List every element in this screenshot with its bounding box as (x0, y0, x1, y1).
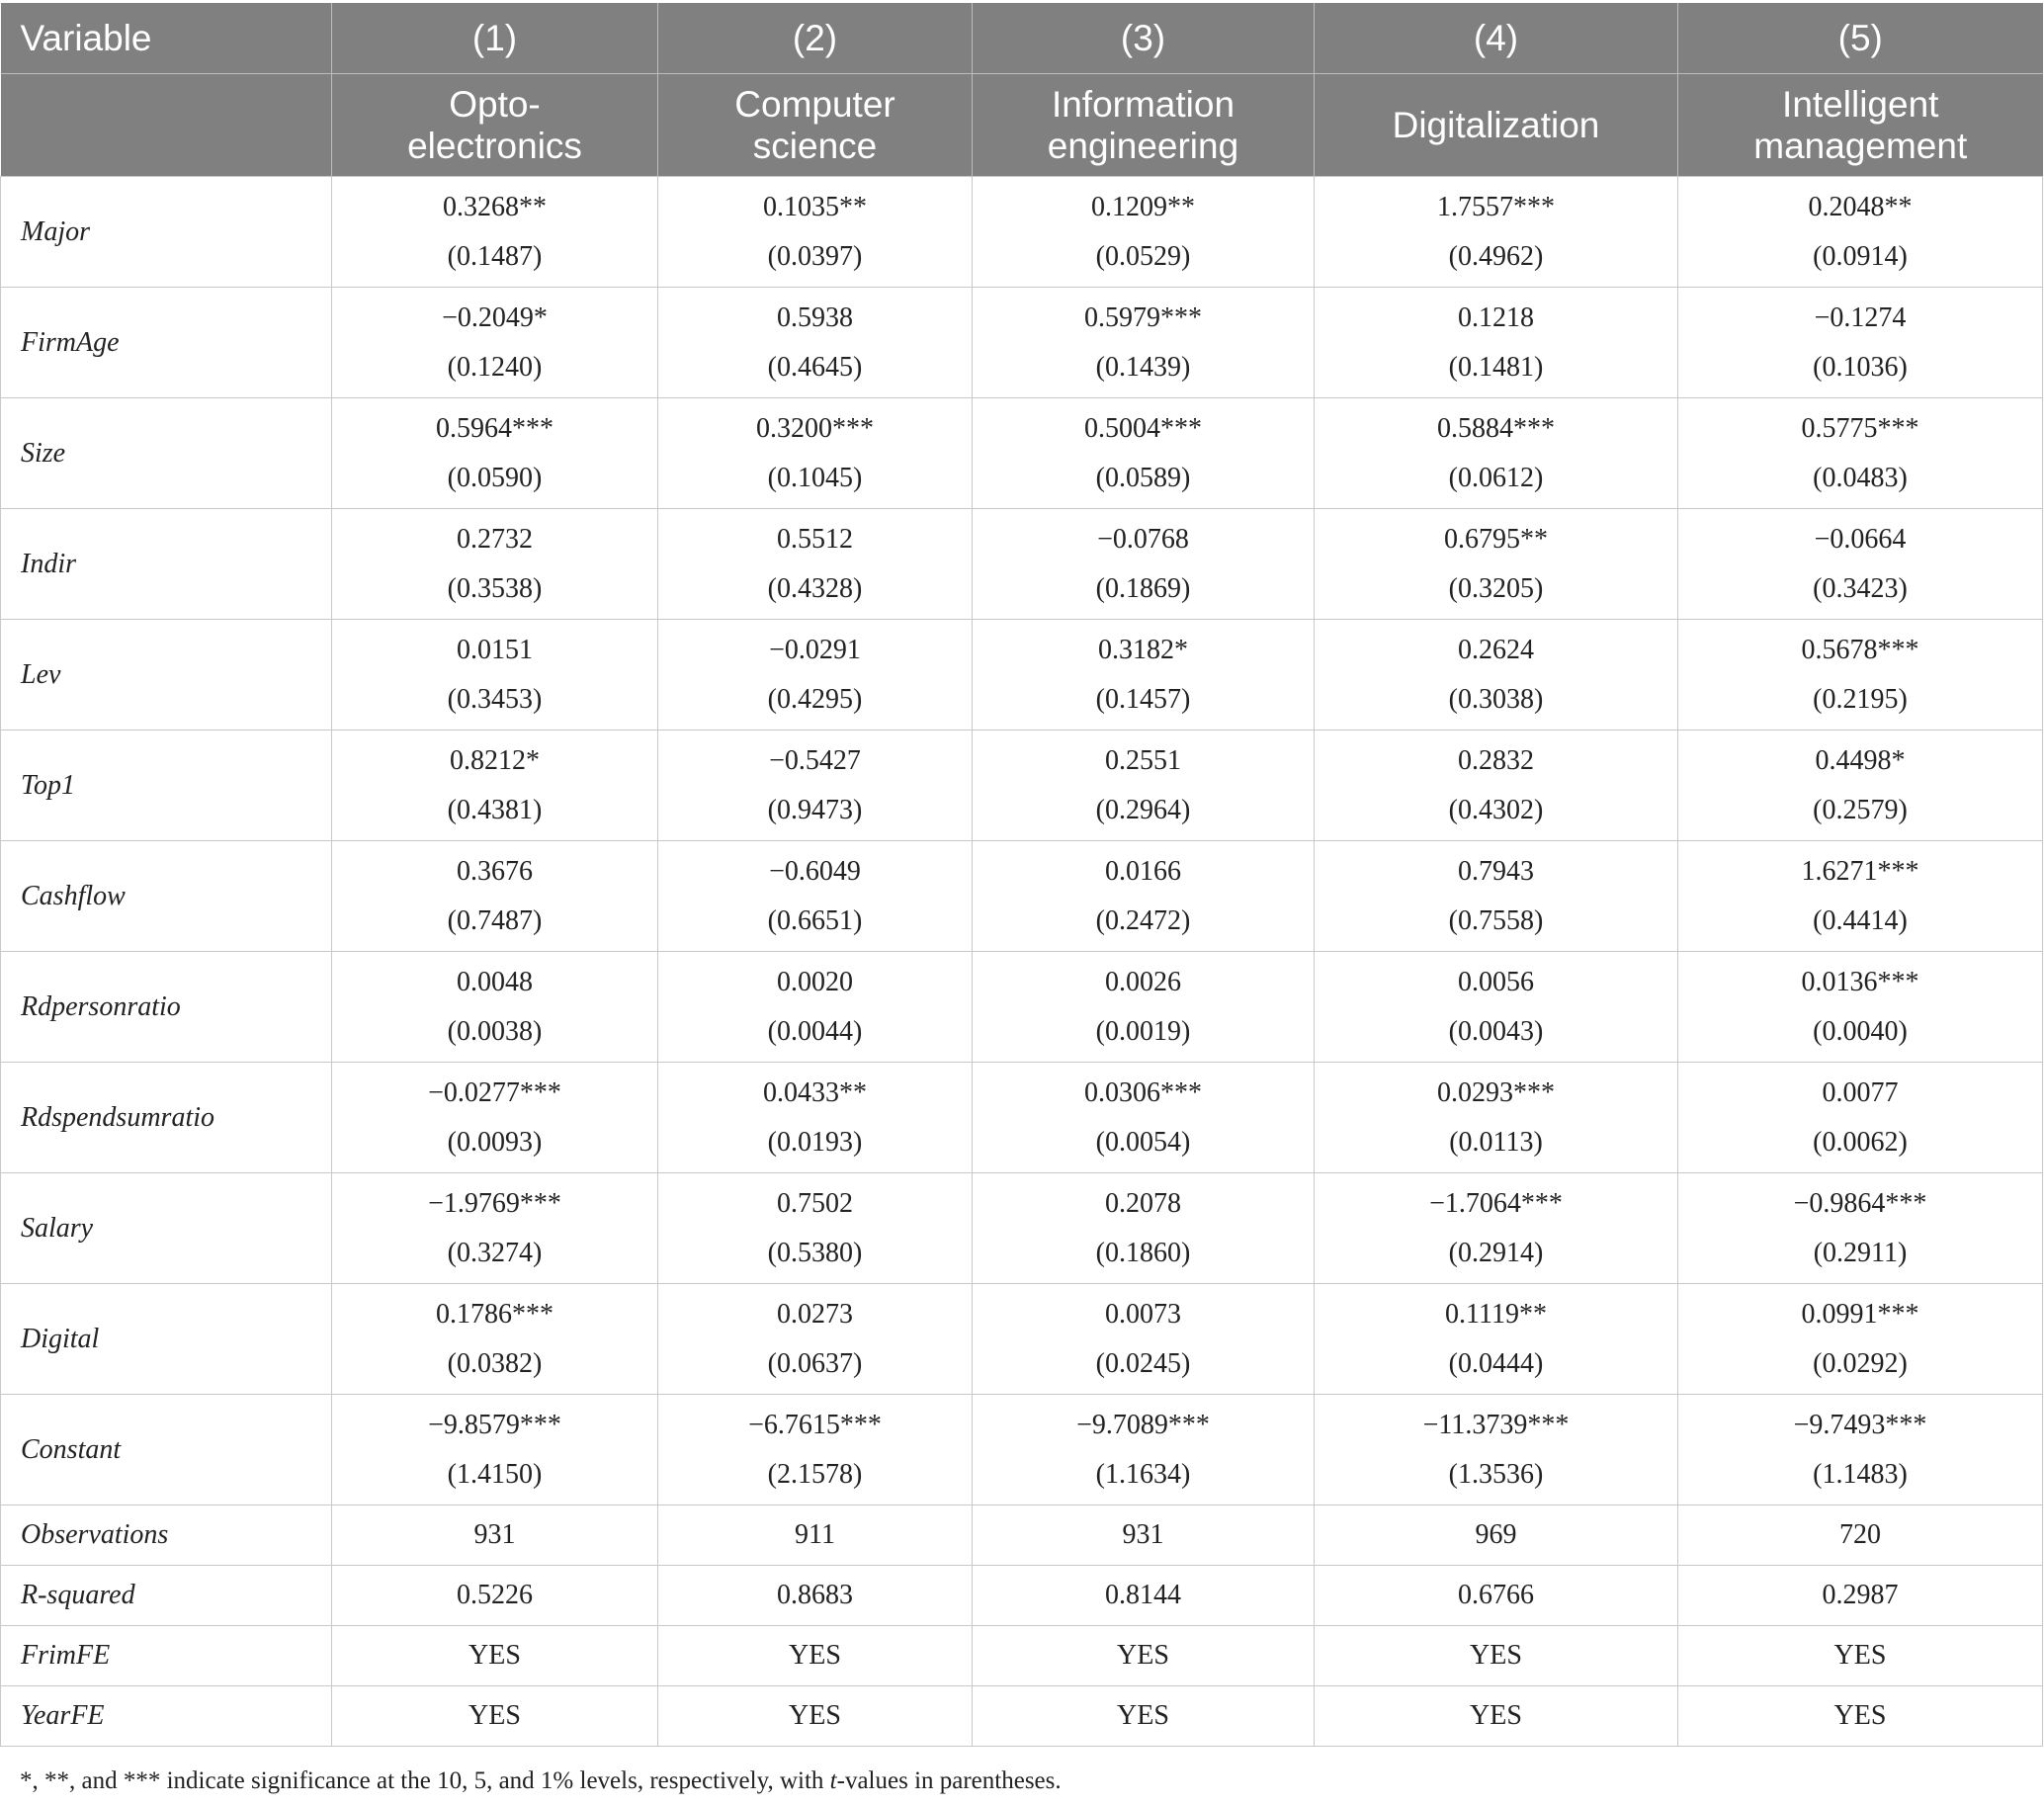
standard-error: (0.1240) (447, 351, 543, 383)
coefficient: 0.1209** (1091, 191, 1195, 222)
estimate-cell (1678, 398, 2043, 509)
estimate-cell (332, 1063, 658, 1173)
row-label: Major (1, 177, 332, 288)
stat-row (1, 1626, 2043, 1686)
standard-error: (0.0483) (1813, 462, 1908, 493)
standard-error: (0.0590) (447, 462, 543, 493)
standard-error: (0.0193) (767, 1126, 863, 1158)
standard-error: (1.1483) (1813, 1458, 1908, 1490)
coefficient: 0.0166 (1105, 855, 1181, 887)
estimate-cell (1678, 177, 2043, 288)
coefficient: 0.8212* (450, 744, 540, 776)
stat-cell: 0.8683 (658, 1566, 973, 1626)
standard-error: (0.4962) (1448, 240, 1544, 272)
coefficient: 0.1035** (763, 191, 867, 222)
standard-error: (0.2911) (1813, 1237, 1908, 1268)
column-number: (3) (973, 3, 1315, 74)
estimate-cell (332, 952, 658, 1063)
coefficient: −9.7493*** (1793, 1409, 1927, 1440)
row-label: Constant (1, 1395, 332, 1505)
table-row (1, 1284, 2043, 1395)
column-name: Computer science (658, 74, 973, 177)
standard-error: (0.0914) (1813, 240, 1908, 272)
standard-error: (0.0637) (767, 1347, 863, 1379)
table-row (1, 509, 2043, 620)
estimate-cell (332, 1395, 658, 1505)
coefficient: 0.5775*** (1801, 412, 1919, 444)
coefficient: 0.1218 (1458, 301, 1534, 333)
estimate-cell (1678, 288, 2043, 398)
coefficient: 0.0306*** (1084, 1076, 1202, 1108)
coefficient: 0.5512 (777, 523, 853, 555)
estimate-cell (1678, 509, 2043, 620)
standard-error: (0.4645) (767, 351, 863, 383)
standard-error: (0.2914) (1448, 1237, 1544, 1268)
standard-error: (0.3038) (1448, 683, 1544, 715)
footnote-italic: t (829, 1767, 837, 1794)
coefficient: −0.0664 (1814, 523, 1907, 555)
estimate-cell (1678, 1173, 2043, 1284)
estimate-cell (658, 177, 973, 288)
estimate-cell (1315, 1063, 1678, 1173)
stat-cell: 911 (658, 1505, 973, 1566)
row-label: Top1 (1, 731, 332, 841)
coefficient: −1.7064*** (1429, 1187, 1563, 1219)
estimate-cell (658, 509, 973, 620)
standard-error: (0.2195) (1813, 683, 1908, 715)
estimate-cell (332, 731, 658, 841)
coefficient: 1.7557*** (1437, 191, 1555, 222)
standard-error: (0.0444) (1448, 1347, 1544, 1379)
standard-error: (0.4302) (1448, 794, 1544, 825)
coefficient: 0.0056 (1458, 966, 1534, 997)
estimate-cell (1315, 841, 1678, 952)
stat-cell: YES (658, 1686, 973, 1747)
estimate-cell (973, 620, 1315, 731)
coefficient: −1.9769*** (428, 1187, 561, 1219)
row-label: FirmAge (1, 288, 332, 398)
coefficient: 0.3200*** (756, 412, 874, 444)
standard-error: (0.2964) (1095, 794, 1191, 825)
estimate-cell (973, 398, 1315, 509)
standard-error: (0.0093) (447, 1126, 543, 1158)
coefficient: −0.2049* (442, 301, 548, 333)
stat-cell: YES (332, 1686, 658, 1747)
coefficient: −0.9864*** (1793, 1187, 1927, 1219)
coefficient: −0.1274 (1814, 301, 1907, 333)
column-name: Digitalization (1315, 74, 1678, 177)
column-name: Intelligent management (1678, 74, 2043, 177)
stat-cell: YES (1678, 1626, 2043, 1686)
table-row (1, 177, 2043, 288)
coefficient: 0.2048** (1808, 191, 1913, 222)
regression-table (0, 3, 2043, 1747)
coefficient: 0.2832 (1458, 744, 1534, 776)
stat-cell: 720 (1678, 1505, 2043, 1566)
standard-error: (0.1036) (1813, 351, 1908, 383)
row-label: FrimFE (1, 1626, 332, 1686)
coefficient: 0.0293*** (1437, 1076, 1555, 1108)
row-label: Rdpersonratio (1, 952, 332, 1063)
coefficient: 0.1119** (1445, 1298, 1547, 1330)
estimate-cell (1315, 620, 1678, 731)
standard-error: (1.1634) (1095, 1458, 1191, 1490)
standard-error: (0.7487) (447, 904, 543, 936)
standard-error: (1.4150) (447, 1458, 543, 1490)
standard-error: (0.7558) (1448, 904, 1544, 936)
coefficient: −0.0768 (1097, 523, 1189, 555)
stat-row (1, 1686, 2043, 1747)
coefficient: 0.0073 (1105, 1298, 1181, 1330)
table-body (1, 177, 2043, 1747)
estimate-cell (332, 398, 658, 509)
coefficient: −11.3739*** (1422, 1409, 1570, 1440)
coefficient: 0.7943 (1458, 855, 1534, 887)
row-label: Observations (1, 1505, 332, 1566)
standard-error: (0.4295) (767, 683, 863, 715)
estimate-cell (1315, 177, 1678, 288)
table-header (1, 3, 2043, 177)
coefficient: 0.0273 (777, 1298, 853, 1330)
coefficient: 0.2551 (1105, 744, 1181, 776)
estimate-cell (332, 288, 658, 398)
estimate-cell (332, 509, 658, 620)
standard-error: (0.1457) (1095, 683, 1191, 715)
standard-error: (0.2579) (1813, 794, 1908, 825)
estimate-cell (332, 177, 658, 288)
coefficient: −6.7615*** (748, 1409, 882, 1440)
standard-error: (0.0113) (1449, 1126, 1543, 1158)
stat-cell: YES (1678, 1686, 2043, 1747)
estimate-cell (1678, 620, 2043, 731)
estimate-cell (658, 952, 973, 1063)
standard-error: (0.1439) (1095, 351, 1191, 383)
standard-error: (0.1045) (767, 462, 863, 493)
estimate-cell (1678, 1395, 2043, 1505)
estimate-cell (1315, 1284, 1678, 1395)
estimate-cell (332, 1173, 658, 1284)
column-name: Opto- electronics (332, 74, 658, 177)
standard-error: (0.0245) (1095, 1347, 1191, 1379)
stat-cell: 0.5226 (332, 1566, 658, 1626)
coefficient: 1.6271*** (1801, 855, 1919, 887)
estimate-cell (973, 177, 1315, 288)
estimate-cell (1315, 952, 1678, 1063)
coefficient: −9.8579*** (428, 1409, 561, 1440)
estimate-cell (658, 1063, 973, 1173)
stat-row (1, 1566, 2043, 1626)
standard-error: (0.3538) (447, 572, 543, 604)
column-name: Information engineering (973, 74, 1315, 177)
estimate-cell (1678, 952, 2043, 1063)
stat-cell: YES (973, 1626, 1315, 1686)
standard-error: (0.0529) (1095, 240, 1191, 272)
standard-error: (0.6651) (767, 904, 863, 936)
coefficient: 0.5678*** (1801, 634, 1919, 665)
standard-error: (0.0019) (1095, 1015, 1191, 1047)
estimate-cell (1315, 288, 1678, 398)
estimate-cell (332, 620, 658, 731)
table-row (1, 1173, 2043, 1284)
stat-cell: YES (658, 1626, 973, 1686)
estimate-cell (658, 731, 973, 841)
coefficient: −0.6049 (769, 855, 861, 887)
coefficient: 0.4498* (1815, 744, 1906, 776)
standard-error: (2.1578) (767, 1458, 863, 1490)
estimate-cell (1678, 1284, 2043, 1395)
estimate-cell (1315, 398, 1678, 509)
row-label: Lev (1, 620, 332, 731)
standard-error: (0.0589) (1095, 462, 1191, 493)
header-row-names (1, 74, 2043, 177)
estimate-cell (973, 1063, 1315, 1173)
standard-error: (0.0040) (1813, 1015, 1908, 1047)
coefficient: 0.0151 (457, 634, 533, 665)
row-label: YearFE (1, 1686, 332, 1747)
standard-error: (0.0397) (767, 240, 863, 272)
estimate-cell (658, 398, 973, 509)
header-blank-cell (1, 74, 332, 177)
table-row (1, 398, 2043, 509)
standard-error: (0.3453) (447, 683, 543, 715)
standard-error: (0.4328) (767, 572, 863, 604)
standard-error: (0.0043) (1448, 1015, 1544, 1047)
standard-error: (0.0044) (767, 1015, 863, 1047)
standard-error: (0.0062) (1813, 1126, 1908, 1158)
estimate-cell (973, 1173, 1315, 1284)
estimate-cell (658, 1284, 973, 1395)
estimate-cell (1678, 1063, 2043, 1173)
estimate-cell (1315, 731, 1678, 841)
table-footnote (20, 1767, 1062, 1795)
row-label: Rdspendsumratio (1, 1063, 332, 1173)
estimate-cell (658, 841, 973, 952)
coefficient: 0.7502 (777, 1187, 853, 1219)
estimate-cell (973, 841, 1315, 952)
standard-error: (0.0038) (447, 1015, 543, 1047)
estimate-cell (973, 288, 1315, 398)
estimate-cell (332, 1284, 658, 1395)
coefficient: −0.5427 (769, 744, 861, 776)
coefficient: 0.5938 (777, 301, 853, 333)
standard-error: (0.5380) (767, 1237, 863, 1268)
coefficient: −0.0277*** (428, 1076, 561, 1108)
standard-error: (0.3423) (1813, 572, 1908, 604)
estimate-cell (1315, 1173, 1678, 1284)
estimate-cell (973, 1395, 1315, 1505)
coefficient: 0.0026 (1105, 966, 1181, 997)
standard-error: (0.1481) (1448, 351, 1544, 383)
estimate-cell (1678, 731, 2043, 841)
table-row (1, 952, 2043, 1063)
coefficient: 0.0020 (777, 966, 853, 997)
estimate-cell (973, 1284, 1315, 1395)
variable-header: Variable (1, 3, 332, 74)
coefficient: 0.3268** (443, 191, 547, 222)
coefficient: 0.2732 (457, 523, 533, 555)
standard-error: (0.4381) (447, 794, 543, 825)
coefficient: 0.1786*** (436, 1298, 554, 1330)
coefficient: 0.0136*** (1801, 966, 1919, 997)
coefficient: 0.5004*** (1084, 412, 1202, 444)
stat-cell: YES (1315, 1626, 1678, 1686)
table-row (1, 1063, 2043, 1173)
coefficient: 0.2624 (1458, 634, 1534, 665)
table-row (1, 620, 2043, 731)
stat-cell: 0.2987 (1678, 1566, 2043, 1626)
footnote-prefix: *, **, and *** indicate significance at the 10, 5, and 1% levels, respectively, with (20, 1767, 830, 1794)
column-number: (4) (1315, 3, 1678, 74)
standard-error: (1.3536) (1448, 1458, 1544, 1490)
standard-error: (0.9473) (767, 794, 863, 825)
coefficient: 0.3676 (457, 855, 533, 887)
stat-cell: 931 (973, 1505, 1315, 1566)
table-row (1, 841, 2043, 952)
estimate-cell (973, 952, 1315, 1063)
coefficient: 0.0433** (763, 1076, 867, 1108)
standard-error: (0.2472) (1095, 904, 1191, 936)
table-row (1, 731, 2043, 841)
row-label: Digital (1, 1284, 332, 1395)
standard-error: (0.4414) (1813, 904, 1908, 936)
standard-error: (0.1860) (1095, 1237, 1191, 1268)
estimate-cell (1315, 1395, 1678, 1505)
coefficient: 0.5964*** (436, 412, 554, 444)
coefficient: 0.2078 (1105, 1187, 1181, 1219)
row-label: Cashflow (1, 841, 332, 952)
estimate-cell (973, 509, 1315, 620)
table-row (1, 1395, 2043, 1505)
estimate-cell (658, 1395, 973, 1505)
estimate-cell (973, 731, 1315, 841)
column-number: (2) (658, 3, 973, 74)
coefficient: 0.5884*** (1437, 412, 1555, 444)
column-number: (5) (1678, 3, 2043, 74)
estimate-cell (1315, 509, 1678, 620)
coefficient: 0.6795** (1444, 523, 1548, 555)
standard-error: (0.1869) (1095, 572, 1191, 604)
standard-error: (0.1487) (447, 240, 543, 272)
stat-cell: 0.8144 (973, 1566, 1315, 1626)
coefficient: −0.0291 (769, 634, 861, 665)
standard-error: (0.3205) (1448, 572, 1544, 604)
standard-error: (0.0382) (447, 1347, 543, 1379)
standard-error: (0.3274) (447, 1237, 543, 1268)
table-row (1, 288, 2043, 398)
estimate-cell (658, 620, 973, 731)
stat-cell: YES (973, 1686, 1315, 1747)
stat-cell: 969 (1315, 1505, 1678, 1566)
coefficient: 0.0048 (457, 966, 533, 997)
estimate-cell (658, 288, 973, 398)
standard-error: (0.0612) (1448, 462, 1544, 493)
column-number: (1) (332, 3, 658, 74)
stat-cell: 0.6766 (1315, 1566, 1678, 1626)
coefficient: 0.0077 (1822, 1076, 1899, 1108)
row-label: Indir (1, 509, 332, 620)
stat-cell: YES (1315, 1686, 1678, 1747)
estimate-cell (1678, 841, 2043, 952)
coefficient: 0.3182* (1098, 634, 1188, 665)
stat-cell: 931 (332, 1505, 658, 1566)
row-label: Size (1, 398, 332, 509)
header-row-numbers (1, 3, 2043, 74)
stat-row (1, 1505, 2043, 1566)
stat-cell: YES (332, 1626, 658, 1686)
estimate-cell (332, 841, 658, 952)
standard-error: (0.0292) (1813, 1347, 1908, 1379)
estimate-cell (658, 1173, 973, 1284)
coefficient: 0.0991*** (1801, 1298, 1919, 1330)
coefficient: 0.5979*** (1084, 301, 1202, 333)
standard-error: (0.0054) (1095, 1126, 1191, 1158)
row-label: R-squared (1, 1566, 332, 1626)
row-label: Salary (1, 1173, 332, 1284)
footnote-suffix: -values in parentheses. (836, 1767, 1062, 1794)
coefficient: −9.7089*** (1076, 1409, 1210, 1440)
